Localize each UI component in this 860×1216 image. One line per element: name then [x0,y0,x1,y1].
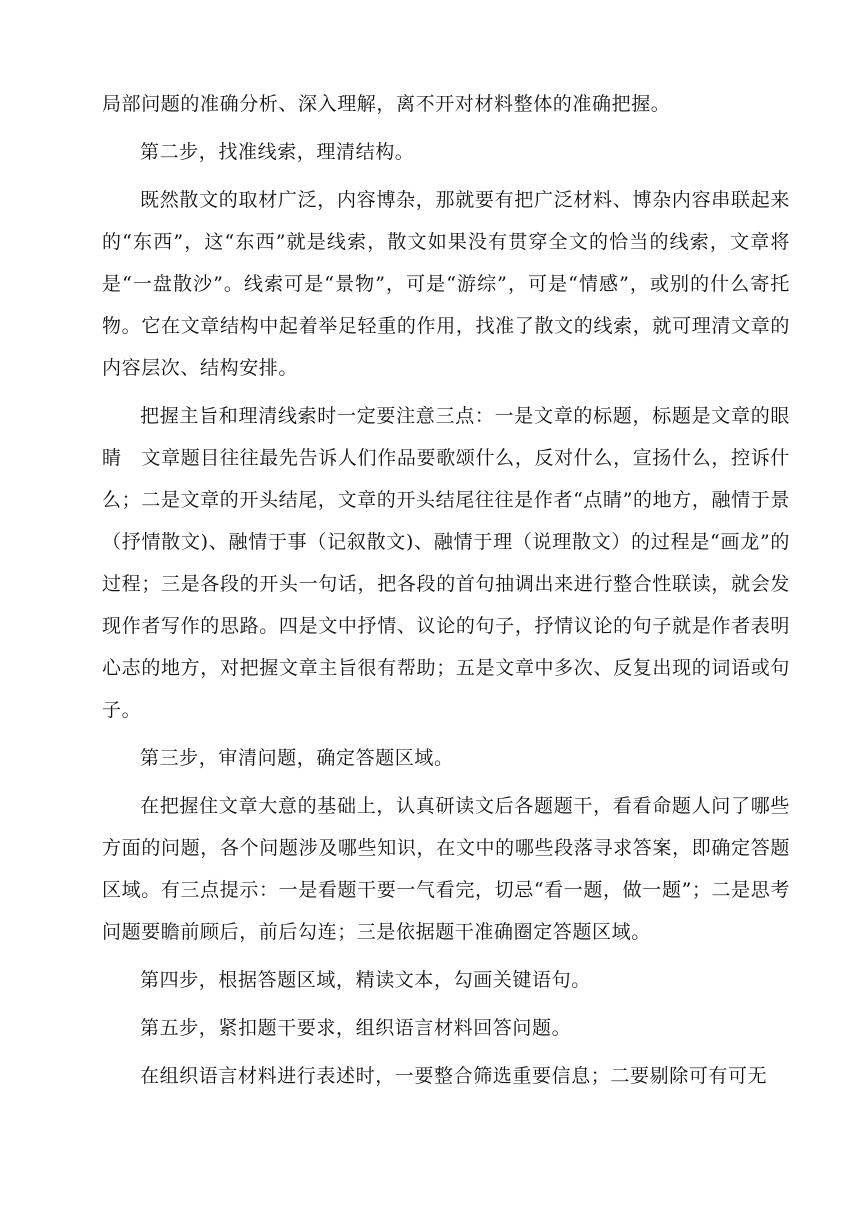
paragraph-organize-language: 在组织语言材料进行表述时，一要整合筛选重要信息；二要剔除可有可无 [140,1065,768,1087]
paragraph-step-five-heading: 第五步，紧扣题干要求，组织语言材料回答问题。 [140,1017,572,1039]
paragraph-step-three-heading: 第三步，审清问题，确定答题区域。 [140,747,454,769]
document-body [102,83,790,1103]
paragraph-continuation: 局部问题的准确分析、深入理解，离不开对材料整体的准确把握。 [102,93,671,115]
paragraph-answer-region: 在把握住文章大意的基础上，认真研读文后各题题干，看看命题人问了哪些方面的问题，各个问题涉及哪些知识，在文中的哪些段落寻求答案，即确定答题区域。有三点提示：一是看题干要一气看完，切忌“看一题，做一题”；二是思考问题要瞻前顾后，前后勾连；三是依据题干准确圈定答题区域。 [102,795,790,943]
paragraph-clue-explanation: 既然散文的取材广泛，内容博杂，那就要有把广泛材料、博杂内容串联起来的“东西”，这“东西”就是线索，散文如果没有贯穿全文的恰当的线索，文章将是“一盘散沙”。线索可是“景物”，可是“游综”，可是“情感”，或别的什么寄托物。它在文章结构中起着举足轻重的作用，找准了散文的线索，就可理清文章的内容层次、结构安排。 [102,189,790,379]
paragraph-step-four-heading: 第四步，根据答题区域，精读文本，勾画关键语句。 [140,969,591,991]
paragraph-theme-points: 把握主旨和理清线索时一定要注意三点：一是文章的标题，标题是文章的眼睛 文章题目往往最先告诉人们作品要歌颂什么，反对什么，宣扬什么，控诉什么；二是文章的开头结尾，文章的开头结尾往往是作者“点睛”的地方，融情于景（抒情散文)、融情于事（记叙散文)、融情于理（说理散文）的过程是“画龙”的过程；三是各段的开头一句话，把各段的首句抽调出来进行整合性联读，就会发现作者写作的思路。四是文中抒情、议论的句子，抒情议论的句子就是作者表明心志的地方，对把握文章主旨很有帮助；五是文章中多次、反复出现的词语或句子。 [102,405,790,721]
paragraph-step-two-heading: 第二步，找准线索，理清结构。 [140,141,415,163]
